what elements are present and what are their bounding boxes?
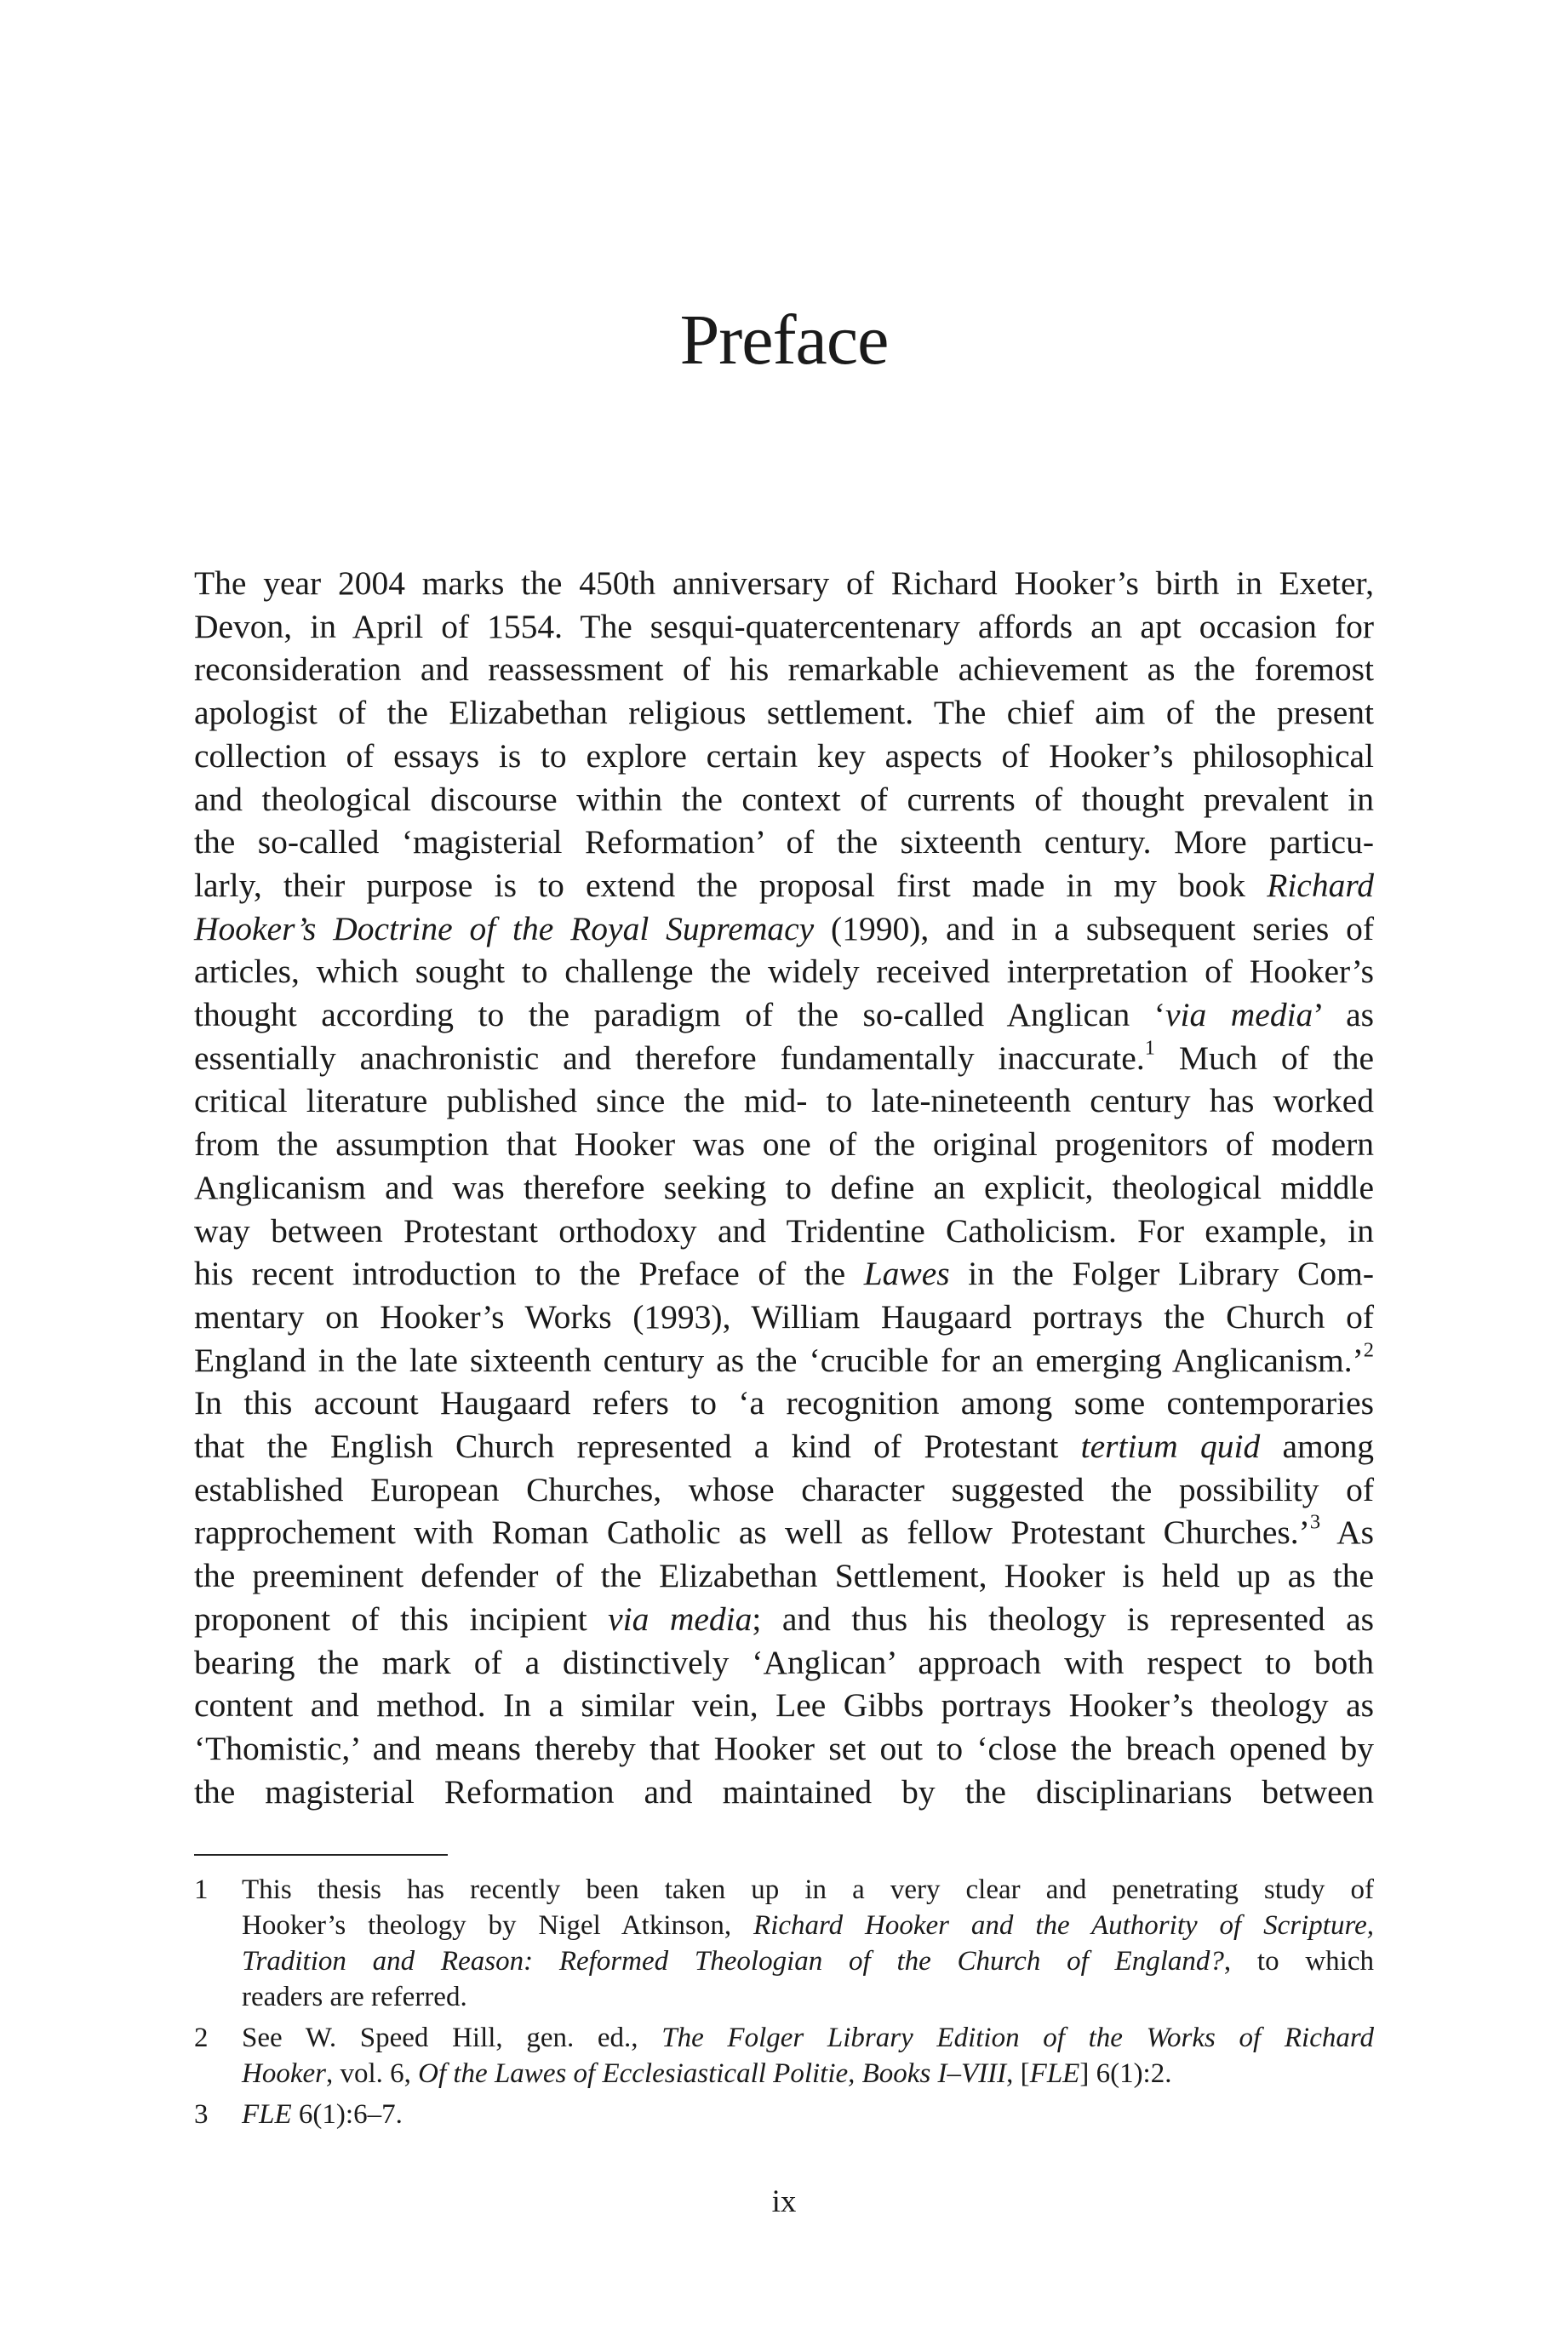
body-line: Hooker’s Doctrine of the Royal Supremacy (1990), and in a subsequent series of	[194, 909, 1375, 947]
body-line: essentially anachronistic and therefore fundamentally inaccurate.$^1$ Much of the	[194, 1036, 1374, 1077]
body-line: content and method. In a similar vein, Lee Gibbs portrays Hooker’s theology as	[194, 1686, 1374, 1725]
footnote-1	[194, 1872, 1374, 2015]
footnote-line: See W. Speed Hill, gen. ed., The Folger Library Edition of the Works of Richard	[242, 2023, 1374, 2053]
footnote-ref-3[interactable]: 3	[1309, 1510, 1321, 1534]
footnote-divider	[194, 1854, 448, 1856]
body-line: apologist of the Elizabethan religious settlement. The chief aim of the present	[194, 694, 1374, 732]
body-line: reconsideration and reassessment of his remarkable achievement as the foremost	[194, 650, 1374, 689]
footnote-3	[194, 2097, 1374, 2132]
footnote-ref-1[interactable]: 1	[1144, 1036, 1155, 1060]
footnote-line: FLE 6(1):6–7.	[242, 2099, 403, 2130]
footnote-line: This thesis has recently been taken up in a very clear and penetrating study of	[242, 1874, 1374, 1905]
body-line: larly, their purpose is to extend the proposal first made in my book Richard	[194, 866, 1374, 904]
preface-body	[194, 562, 1374, 1813]
body-line: ‘Thomistic,’ and means thereby that Hooker set out to ‘close the breach opened by	[194, 1729, 1374, 1767]
footnote-line: Tradition and Reason: Reformed Theologian of the Church of England?, to which	[242, 1946, 1374, 1977]
body-line: the so-called ‘magisterial Reformation’ of the sixteenth century. More particu-	[194, 823, 1374, 861]
book-title: Richard	[1267, 866, 1374, 904]
body-line: that the English Church represented a kind of Protestant tertium quid among	[194, 1428, 1374, 1466]
footnotes	[194, 1872, 1374, 2137]
footnote-number: 3	[194, 2099, 209, 2130]
page-title: Preface	[679, 300, 889, 380]
footnote-ref-2[interactable]: 2	[1363, 1338, 1374, 1362]
body-line: his recent introduction to the Preface of the Lawes in the Folger Library Com-	[194, 1255, 1375, 1293]
body-line: Devon, in April of 1554. The sesqui-quatercentenary affords an apt occasion for	[194, 607, 1374, 645]
body-line: collection of essays is to explore certain key aspects of Hooker’s philosophical	[194, 736, 1374, 775]
body-line: from the assumption that Hooker was one of the original progenitors of modern	[194, 1125, 1374, 1164]
page-number: ix	[771, 2184, 797, 2219]
footnote-line: Hooker’s theology by Nigel Atkinson, Richard Hooker and the Authority of Scripture,	[242, 1910, 1374, 1941]
body-line: mentary on Hooker’s Works (1993), William Haugaard portrays the Church of	[194, 1297, 1374, 1336]
body-line: Anglicanism and was therefore seeking to define an explicit, theological middle	[194, 1168, 1374, 1206]
body-line: bearing the mark of a distinctively ‘Anglican’ approach with respect to both	[194, 1643, 1374, 1681]
footnote-line: readers are referred.	[242, 1982, 467, 2012]
body-line: way between Protestant orthodoxy and Tridentine Catholicism. For example, in	[194, 1211, 1374, 1250]
body-line: established European Churches, whose character suggested the possibility of	[194, 1470, 1374, 1508]
body-line: England in the late sixteenth century as the ‘crucible for an emerging Anglicanism.’$^2$	[194, 1338, 1374, 1379]
body-line: critical literature published since the mid- to late-nineteenth century has worked	[194, 1082, 1374, 1120]
body-line: the preeminent defender of the Elizabethan Settlement, Hooker is held up as the	[194, 1557, 1374, 1595]
footnote-number: 2	[194, 2023, 209, 2053]
footnote-number: 1	[194, 1874, 209, 1905]
footnote-2	[194, 2020, 1374, 2092]
body-line: proponent of this incipient via media; and thus his theology is represented as	[194, 1599, 1374, 1638]
body-line: rapprochement with Roman Catholic as well as fellow Protestant Churches.’$^3$ As	[194, 1510, 1375, 1552]
body-line: articles, which sought to challenge the widely received interpretation of Hooker’s	[194, 953, 1374, 991]
body-line: In this account Haugaard refers to ‘a recognition among some contemporaries	[194, 1384, 1374, 1422]
book-title: Hooker’s Doctrine of the Royal Supremacy	[194, 909, 815, 947]
body-line: the magisterial Reformation and maintained by the disciplinarians between	[194, 1772, 1374, 1811]
body-line: thought according to the paradigm of the so-called Anglican ‘via media’ as	[194, 996, 1374, 1034]
body-line: and theological discourse within the context of currents of thought prevalent in	[194, 780, 1374, 818]
footnote-line: Hooker, vol. 6, Of the Lawes of Ecclesiasticall Politie, Books I–VIII, [FLE] 6(1):2.	[242, 2058, 1172, 2089]
body-line: The year 2004 marks the 450th anniversary of Richard Hooker’s birth in Exeter,	[194, 564, 1374, 602]
